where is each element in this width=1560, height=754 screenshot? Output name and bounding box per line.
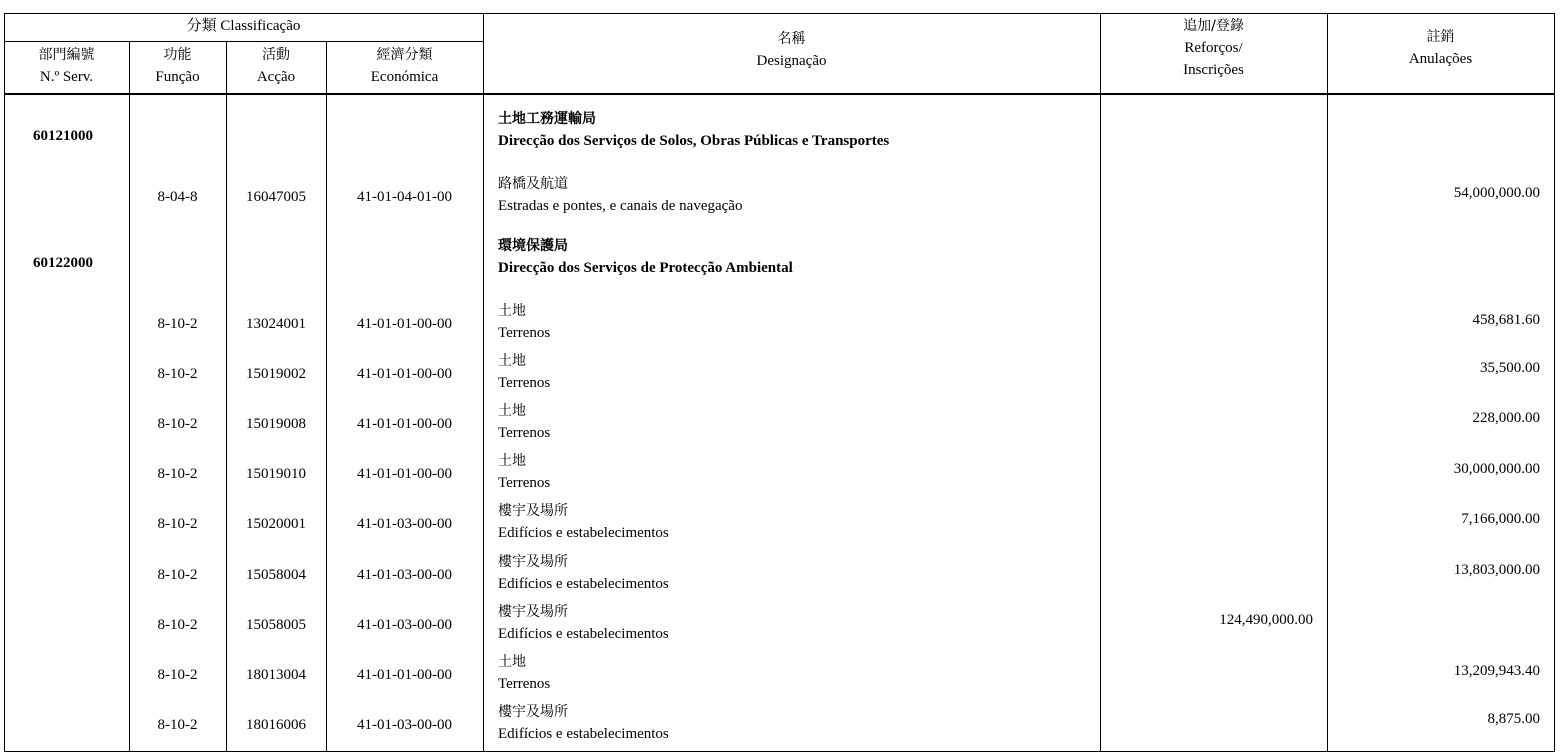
right-border xyxy=(1554,13,1555,751)
header-cancel-pt: Anulações xyxy=(1408,51,1473,67)
row-econ: 41-01-01-00-00 xyxy=(357,366,452,382)
row-func: 8-10-2 xyxy=(157,466,198,482)
classification-divider xyxy=(4,41,483,42)
row-act: 15019010 xyxy=(246,466,306,482)
row-designation-zh: 樓宇及場所 xyxy=(498,604,568,620)
left-border xyxy=(4,13,5,751)
row-designation-pt: Terrenos xyxy=(498,425,551,441)
row-cancel: 35,500.00 xyxy=(1480,360,1540,376)
row-designation-pt: Edifícios e estabelecimentos xyxy=(498,726,669,742)
col-divider-dept xyxy=(129,41,130,751)
row-act: 15019008 xyxy=(246,416,306,432)
row-designation-zh: 土地 xyxy=(498,353,526,369)
header-act-pt: Acção xyxy=(256,69,296,85)
row-cancel: 30,000,000.00 xyxy=(1453,461,1540,477)
row-econ: 41-01-03-00-00 xyxy=(357,516,452,532)
row-designation-zh: 樓宇及場所 xyxy=(498,704,568,720)
row-cancel: 13,209,943.40 xyxy=(1453,663,1540,679)
header-dept-pt: N.º Serv. xyxy=(39,69,94,85)
header-name-zh: 名稱 xyxy=(777,31,806,47)
dept-name xyxy=(498,108,889,152)
header-reinforce-pt1: Reforços/ xyxy=(1184,40,1243,56)
header-reinforce-pt2: Inscrições xyxy=(1183,62,1244,78)
row-func: 8-10-2 xyxy=(157,366,198,382)
row-designation xyxy=(498,400,550,444)
row-econ: 41-01-03-00-00 xyxy=(357,567,452,583)
row-designation xyxy=(498,601,669,645)
row-cancel: 13,803,000.00 xyxy=(1453,562,1540,578)
header-econ-pt: Económica xyxy=(370,69,439,85)
table-bottom-border xyxy=(4,751,1555,752)
row-func: 8-10-2 xyxy=(157,617,198,633)
row-designation-pt: Terrenos xyxy=(498,676,551,692)
row-act: 15019002 xyxy=(246,366,306,382)
row-designation-pt: Edifícios e estabelecimentos xyxy=(498,626,669,642)
row-designation xyxy=(498,500,669,544)
row-act: 15020001 xyxy=(246,516,306,532)
row-econ: 41-01-01-00-00 xyxy=(357,466,452,482)
col-divider-econ xyxy=(483,13,484,751)
row-designation xyxy=(498,350,550,394)
row-designation-pt: Terrenos xyxy=(498,475,551,491)
row-designation-pt: Edifícios e estabelecimentos xyxy=(498,576,669,592)
row-econ: 41-01-03-00-00 xyxy=(357,617,452,633)
dept-name-zh: 環境保護局 xyxy=(498,238,568,254)
header-econ-zh: 經濟分類 xyxy=(376,47,433,63)
row-cancel: 54,000,000.00 xyxy=(1453,185,1540,201)
header-cancel xyxy=(1327,26,1554,70)
dept-name-zh: 土地工務運輸局 xyxy=(498,111,596,127)
dept-name xyxy=(498,235,793,279)
row-econ: 41-01-03-00-00 xyxy=(357,717,452,733)
row-designation xyxy=(498,651,550,695)
row-designation-zh: 土地 xyxy=(498,453,526,469)
header-func-pt: Função xyxy=(155,69,200,85)
row-designation-pt: Edifícios e estabelecimentos xyxy=(498,525,669,541)
dept-name-pt: Direcção dos Serviços de Protecção Ambiental xyxy=(498,260,793,276)
row-act: 16047005 xyxy=(246,189,306,205)
col-divider-reinforce xyxy=(1327,13,1328,751)
col-divider-name xyxy=(1100,13,1101,751)
row-reinforce: 124,490,000.00 xyxy=(1219,612,1313,628)
row-func: 8-10-2 xyxy=(157,416,198,432)
row-designation xyxy=(498,450,550,494)
row-func: 8-10-2 xyxy=(157,667,198,683)
row-cancel: 7,166,000.00 xyxy=(1461,511,1540,527)
row-cancel: 228,000.00 xyxy=(1472,410,1540,426)
header-classification xyxy=(4,15,483,37)
row-econ: 41-01-01-00-00 xyxy=(357,416,452,432)
row-act: 15058005 xyxy=(246,617,306,633)
row-func: 8-04-8 xyxy=(157,189,198,205)
row-econ: 41-01-01-00-00 xyxy=(357,316,452,332)
row-designation xyxy=(498,701,669,745)
dept-name-pt: Direcção dos Serviços de Solos, Obras Públicas e Transportes xyxy=(498,133,890,149)
row-designation-zh: 土地 xyxy=(498,303,526,319)
header-name xyxy=(483,28,1100,72)
dept-code: 60121000 xyxy=(33,128,93,144)
row-designation-zh: 樓宇及場所 xyxy=(498,503,568,519)
row-cancel: 8,875.00 xyxy=(1487,711,1540,727)
row-func: 8-10-2 xyxy=(157,516,198,532)
row-designation-zh: 土地 xyxy=(498,403,526,419)
header-reinforce-zh: 追加/登錄 xyxy=(1183,18,1244,34)
header-bottom-border xyxy=(4,93,1555,95)
col-divider-func xyxy=(226,41,227,751)
row-econ: 41-01-01-00-00 xyxy=(357,667,452,683)
header-dept-zh: 部門編號 xyxy=(38,47,95,63)
row-designation-zh: 土地 xyxy=(498,654,526,670)
row-econ: 41-01-04-01-00 xyxy=(357,189,452,205)
row-designation-pt: Terrenos xyxy=(498,325,551,341)
dept-code: 60122000 xyxy=(33,255,93,271)
row-func: 8-10-2 xyxy=(157,717,198,733)
header-act-zh: 活動 xyxy=(262,47,290,63)
row-designation xyxy=(498,300,550,344)
header-func-zh: 功能 xyxy=(163,47,192,63)
row-act: 18016006 xyxy=(246,717,306,733)
header-econ xyxy=(326,44,483,88)
header-func xyxy=(129,44,226,88)
row-act: 13024001 xyxy=(246,316,306,332)
row-cancel: 458,681.60 xyxy=(1472,312,1540,328)
row-act: 15058004 xyxy=(246,567,306,583)
row-designation xyxy=(498,173,742,217)
header-dept xyxy=(4,44,129,88)
row-act: 18013004 xyxy=(246,667,306,683)
header-name-pt: Designação xyxy=(756,53,827,69)
header-act xyxy=(226,44,326,88)
row-designation-pt: Estradas e pontes, e canais de navegação xyxy=(498,198,743,214)
row-designation-zh: 路橋及航道 xyxy=(498,176,568,192)
row-designation-zh: 樓宇及場所 xyxy=(498,554,568,570)
row-designation-pt: Terrenos xyxy=(498,375,551,391)
col-divider-act xyxy=(326,41,327,751)
header-classification-text: 分類 Classificação xyxy=(186,18,301,34)
row-func: 8-10-2 xyxy=(157,567,198,583)
header-cancel-zh: 註銷 xyxy=(1426,29,1455,45)
row-func: 8-10-2 xyxy=(157,316,198,332)
header-reinforce xyxy=(1100,15,1327,81)
row-designation xyxy=(498,551,669,595)
table-top-border xyxy=(4,13,1555,14)
